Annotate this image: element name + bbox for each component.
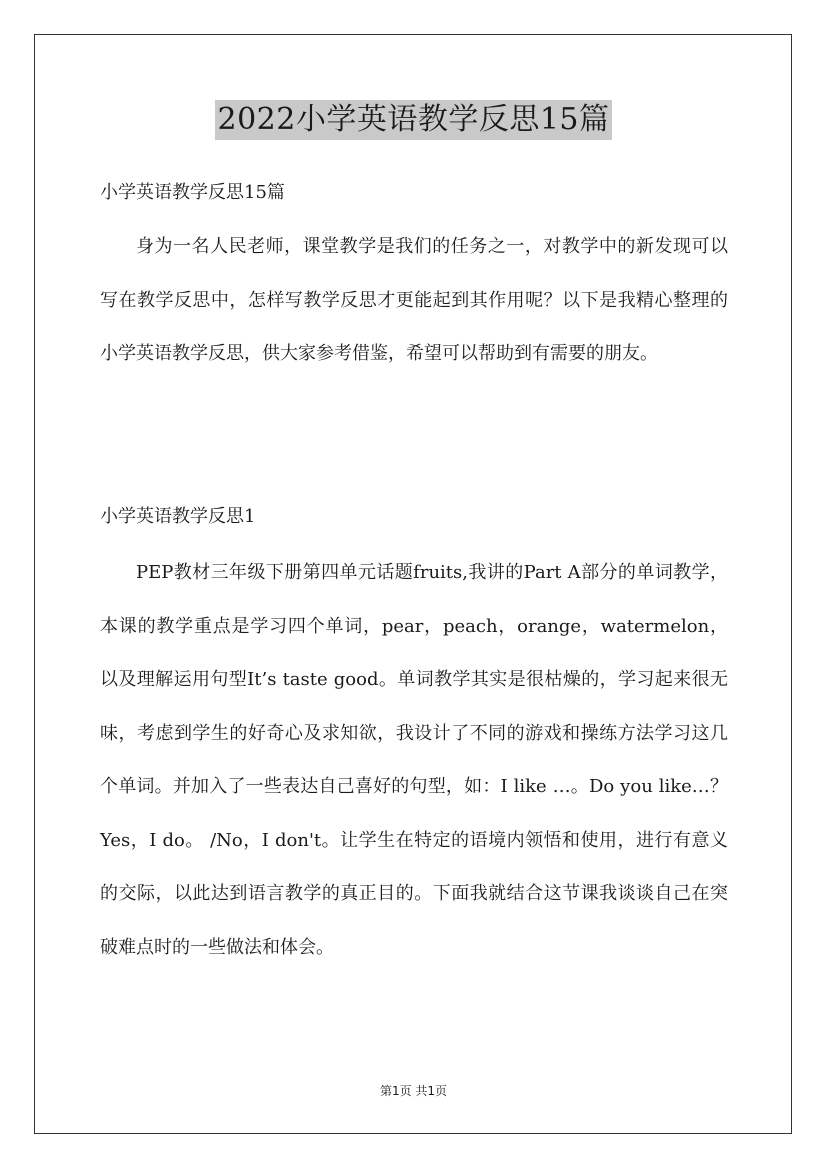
section-heading: 小学英语教学反思1 — [100, 506, 256, 527]
document-subtitle: 小学英语教学反思15篇 — [100, 182, 285, 203]
page-number-label: 第1页 共1页 — [379, 1084, 448, 1098]
document-title — [0, 100, 827, 140]
document-title-text: 2022小学英语教学反思15篇 — [215, 100, 611, 140]
page-footer — [0, 1082, 827, 1100]
section-paragraph: PEP教材三年级下册第四单元话题fruits,我讲的Part A部分的单词教学，本课的教学重点是学习四个单词，pear，peach，orange，watermelon，以及理解运用句型It’s taste good。单词教学其实是很枯燥的，学习起来很无味，考虑到学生的好奇心及求知欲，我设计了不同的游戏和操练方法学习这几个单词。并加入了一些表达自己喜好的句型，如：I like …。Do you like…？Yes，I do。 /No，I don't。让学生在特定的语境内领悟和使用，进行有意义的交际，以此达到语言教学的真正目的。下面我就结合这节课我谈谈自己在突破难点时的一些做法和体会。 — [100, 562, 728, 958]
intro-paragraph: 身为一名人民老师，课堂教学是我们的任务之一，对教学中的新发现可以写在教学反思中，怎样写教学反思才更能起到其作用呢？以下是我精心整理的小学英语教学反思，供大家参考借鉴，希望可以帮助到有需要的朋友。 — [100, 236, 728, 364]
